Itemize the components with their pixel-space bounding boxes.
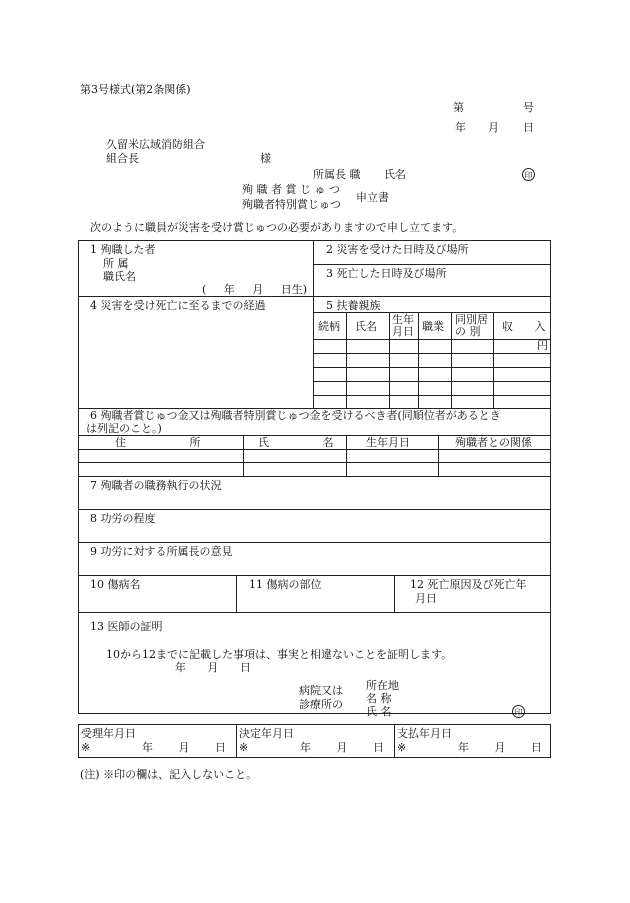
sec5-header-dobekkyo2: の 別 xyxy=(455,325,481,338)
divider xyxy=(78,476,551,477)
sec13-meisho: 名 称 xyxy=(366,692,392,705)
applicant-seal: 印 xyxy=(522,168,535,181)
sec13-date: 年 月 日 xyxy=(175,661,251,674)
divider xyxy=(78,296,551,297)
sec6-header-jusho: 住 所 xyxy=(115,436,201,449)
footer-kettei-label: 決定年月日 xyxy=(239,727,294,740)
footer-shiharai-label: 支払年月日 xyxy=(397,727,452,740)
sec13-shozaichi: 所在地 xyxy=(366,679,399,692)
application-line1: 殉 職 者 賞 じ ゅ つ xyxy=(242,183,340,196)
doc-date-year: 年 xyxy=(455,121,466,134)
divider xyxy=(394,724,395,758)
sec7-title: 7 殉職者の職務執行の状況 xyxy=(90,479,222,492)
divider xyxy=(418,312,419,408)
divider xyxy=(493,312,494,408)
sec6-title2: は列記のこと。) xyxy=(86,422,162,435)
divider xyxy=(394,575,395,612)
addressee-org: 久留米広域消防組合 xyxy=(106,138,205,151)
sec3-title: 3 死亡した日時及び場所 xyxy=(326,267,447,280)
sec5-header-shokugyo: 職業 xyxy=(422,320,444,333)
divider xyxy=(313,381,551,382)
applicant-name-label: 氏名 xyxy=(384,168,406,181)
sec5-header-seinen2: 月日 xyxy=(392,325,414,338)
sec5-header-shunyu: 収 入 xyxy=(502,320,546,333)
divider xyxy=(236,724,237,758)
sec5-header-seinen1: 生年 xyxy=(392,313,414,326)
divider xyxy=(313,339,551,340)
sec5-title: 5 扶養親族 xyxy=(326,299,381,312)
divider xyxy=(243,435,244,476)
divider xyxy=(451,312,452,408)
sec13-hospital1: 病院又は xyxy=(299,684,343,697)
divider xyxy=(236,575,237,612)
sec6-header-seinen: 生年月日 xyxy=(366,436,410,449)
sec11-title: 11 傷病の部位 xyxy=(249,578,322,591)
addressee-sama: 様 xyxy=(260,152,271,165)
doc-number-go: 号 xyxy=(523,101,534,114)
sec5-header-dobekkyo1: 同別居 xyxy=(455,313,488,326)
intro-text: 次のように職員が災害を受け賞じゅつの必要がありますので申し立てます。 xyxy=(90,221,464,234)
divider xyxy=(78,612,551,613)
form-title: 第3号様式(第2条関係) xyxy=(80,83,191,96)
application-line2: 殉職者特別賞じゅつ xyxy=(242,198,341,211)
divider xyxy=(313,367,551,368)
footer-kettei-ymd: 年 月 日 xyxy=(300,741,384,754)
sec5-yen: 円 xyxy=(537,339,548,352)
sec4-title: 4 災害を受け死亡に至るまでの経過 xyxy=(90,299,266,312)
sec12-line2: 月日 xyxy=(415,592,437,605)
applicant-label: 所属長 職 xyxy=(313,168,361,181)
sec5-header-zokugara: 続柄 xyxy=(318,320,340,333)
sec1-shozoku: 所 属 xyxy=(103,257,129,270)
doc-number-dai: 第 xyxy=(453,101,464,114)
footer-shiharai-mark: ※ xyxy=(397,741,407,754)
divider xyxy=(78,449,551,450)
divider xyxy=(313,264,551,265)
sec5-header-shimei: 氏名 xyxy=(355,320,377,333)
sec12-line1: 12 死亡原因及び死亡年 xyxy=(410,578,527,591)
divider xyxy=(78,575,551,576)
divider xyxy=(78,462,551,463)
divider xyxy=(389,312,390,408)
divider xyxy=(313,353,551,354)
sec1-shokuname: 職氏名 xyxy=(103,270,136,283)
divider xyxy=(313,240,314,408)
doctor-seal: 印 xyxy=(512,705,525,718)
divider xyxy=(438,435,439,476)
sec13-title: 13 医師の証明 xyxy=(90,620,163,633)
sec13-shimei: 氏 名 xyxy=(366,705,392,718)
addressee-chief: 組合長 xyxy=(106,152,139,165)
sec1-birth: ( 年 月 日生) xyxy=(202,283,308,296)
sec6-header-kankei: 殉職者との関係 xyxy=(455,436,532,449)
sec6-title: 6 殉職者賞じゅつ金又は殉職者特別賞じゅつ金を受けるべき者(同順位者があるとき xyxy=(90,409,501,422)
divider xyxy=(313,395,551,396)
note-text: (注) ※印の欄は、記入しないこと。 xyxy=(80,768,258,781)
divider xyxy=(346,312,347,408)
footer-shiharai-ymd: 年 月 日 xyxy=(458,741,542,754)
sec2-title: 2 災害を受けた日時及び場所 xyxy=(326,243,469,256)
divider xyxy=(313,312,551,313)
divider xyxy=(78,542,551,543)
doc-date-day: 日 xyxy=(523,121,534,134)
doc-date-month: 月 xyxy=(488,121,499,134)
sec9-title: 9 功労に対する所属長の意見 xyxy=(90,545,233,558)
footer-juri-label: 受理年月日 xyxy=(81,727,136,740)
divider xyxy=(346,435,347,476)
sec13-statement: 10から12までに記載した事項は、事実と相違ないことを証明します。 xyxy=(106,648,453,661)
footer-juri-mark: ※ xyxy=(81,741,91,754)
sec13-hospital2: 診療所の xyxy=(299,698,343,711)
footer-juri-ymd: 年 月 日 xyxy=(142,741,226,754)
sec8-title: 8 功労の程度 xyxy=(90,512,156,525)
sec10-title: 10 傷病名 xyxy=(90,578,141,591)
footer-kettei-mark: ※ xyxy=(239,741,249,754)
application-suffix: 申立書 xyxy=(356,191,389,204)
divider xyxy=(78,509,551,510)
sec1-title: 1 殉職した者 xyxy=(90,243,156,256)
sec6-header-shimei: 氏 名 xyxy=(258,436,334,449)
